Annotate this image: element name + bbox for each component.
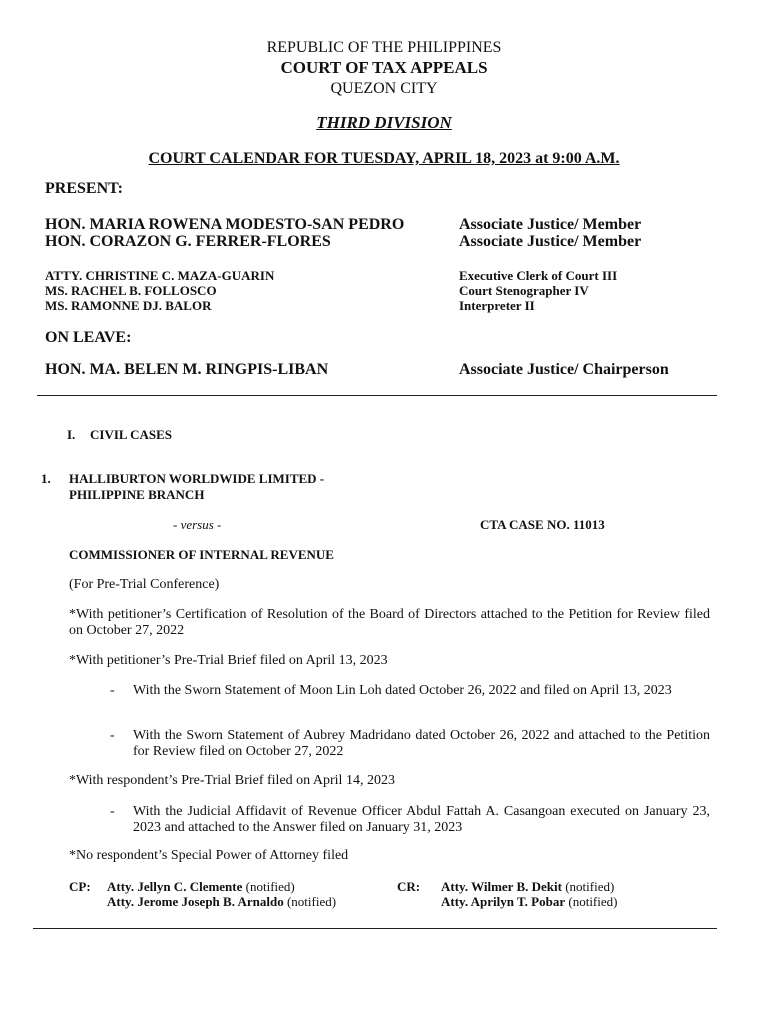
respondent-name: COMMISSIONER OF INTERNAL REVENUE [69, 547, 334, 562]
bullet-casangoan: With the Judicial Affidavit of Revenue Officer Abdul Fattah A. Casangoan executed on January 23, 2023 and attached to the Answer filed on January 31, 2023 [133, 804, 710, 835]
petitioner-name-cont: PHILIPPINE BRANCH [69, 487, 205, 502]
purpose-text: (For Pre-Trial Conference) [69, 577, 220, 592]
petitioner-name: HALLIBURTON WORLDWIDE LIMITED - [69, 471, 325, 486]
court-name: COURT OF TAX APPEALS [280, 58, 488, 77]
note-respondent-brief: *With respondent’s Pre-Trial Brief filed on April 14, 2023 [69, 773, 395, 788]
court-city: QUEZON CITY [330, 80, 438, 97]
versus-text: - versus - [173, 517, 222, 532]
cp-lawyer: Atty. Jellyn C. Clemente (notified) [107, 879, 295, 894]
staff-name: MS. RAMONNE DJ. BALOR [45, 298, 212, 313]
calendar-title: COURT CALENDAR FOR TUESDAY, APRIL 18, 2023 at 9:00 A.M. [148, 150, 620, 167]
cr-lawyer: Atty. Wilmer B. Dekit (notified) [441, 879, 615, 894]
on-leave-name: HON. MA. BELEN M. RINGPIS-LIBAN [45, 361, 329, 378]
staff-role: Court Stenographer IV [459, 283, 589, 298]
case-number: 1. [41, 471, 51, 486]
divider-bottom [33, 928, 717, 929]
on-leave-role: Associate Justice/ Chairperson [459, 361, 669, 378]
justice-role: Associate Justice/ Member [459, 233, 642, 250]
bullet-loh: With the Sworn Statement of Moon Lin Loh dated October 26, 2022 and filed on April 13, 2023 [133, 683, 672, 698]
on-leave-heading: ON LEAVE: [45, 329, 132, 346]
republic-line: REPUBLIC OF THE PHILIPPINES [266, 39, 502, 56]
staff-role: Interpreter II [459, 298, 535, 313]
division-title: THIRD DIVISION [316, 113, 452, 132]
bullet-madridano: With the Sworn Statement of Aubrey Madridano dated October 26, 2022 and attached to the Petition for Review filed on October 27, 2022 [133, 728, 710, 759]
justice-name: HON. MARIA ROWENA MODESTO-SAN PEDRO [45, 216, 405, 233]
divider-top [37, 395, 717, 396]
staff-name: ATTY. CHRISTINE C. MAZA-GUARIN [45, 268, 275, 283]
justice-role: Associate Justice/ Member [459, 216, 642, 233]
note-certification: *With petitioner’s Certification of Resolution of the Board of Directors attached to the Petition for Review filed on October 27, 2022 [69, 607, 710, 638]
section-title: CIVIL CASES [90, 427, 173, 442]
bullet-dash: - [110, 683, 115, 698]
note-petitioner-brief: *With petitioner’s Pre-Trial Brief filed on April 13, 2023 [69, 653, 388, 668]
staff-name: MS. RACHEL B. FOLLOSCO [45, 283, 217, 298]
section-number: I. [67, 427, 76, 442]
bullet-dash: - [110, 728, 115, 743]
cr-lawyer: Atty. Aprilyn T. Pobar (notified) [441, 894, 618, 909]
cp-lawyer: Atty. Jerome Joseph B. Arnaldo (notified) [107, 894, 337, 909]
note-spa: *No respondent’s Special Power of Attorney filed [69, 848, 349, 863]
cr-label: CR: [397, 879, 421, 894]
cp-label: CP: [69, 879, 91, 894]
bullet-dash: - [110, 804, 115, 819]
present-heading: PRESENT: [45, 180, 123, 197]
staff-role: Executive Clerk of Court III [459, 268, 618, 283]
justice-name: HON. CORAZON G. FERRER-FLORES [45, 233, 331, 250]
case-number-label: CTA CASE NO. 11013 [480, 517, 605, 532]
